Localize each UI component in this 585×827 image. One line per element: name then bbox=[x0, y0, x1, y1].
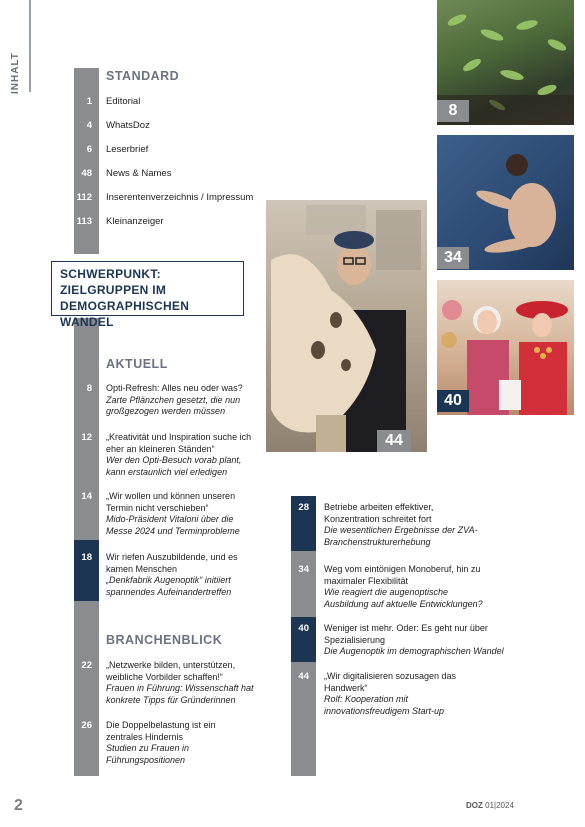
page-num: 6 bbox=[86, 144, 92, 155]
toc-item[interactable]: Leserbrief bbox=[106, 144, 149, 155]
photo-page-tag: 40 bbox=[437, 390, 469, 412]
toc-entry[interactable] bbox=[324, 564, 494, 610]
entry-subline: Wer den Opti-Besuch vorab plant, kann erstaunlich viel erledigen bbox=[106, 455, 242, 477]
toc-item[interactable]: Kleinanzeiger bbox=[106, 216, 164, 227]
entry-subline: Rolf: Kooperation mit innovationsfreudigem Start-up bbox=[324, 694, 445, 716]
aktuell-highlight-bar bbox=[74, 540, 99, 601]
entry-headline: „Wir digitalisieren sozusagen das Handwerk“ bbox=[324, 671, 457, 693]
brand-name: DOZ bbox=[466, 801, 483, 810]
toc-entry[interactable] bbox=[324, 671, 474, 717]
section-title-standard: STANDARD bbox=[106, 69, 180, 83]
footer-brand bbox=[466, 801, 514, 810]
photo-page-tag: 8 bbox=[437, 100, 469, 122]
entry-subline: Frauen in Führung: Wissenschaft hat konkrete Tipps für Gründerinnen bbox=[106, 683, 254, 705]
entry-headline: „Netzwerke bilden, unterstützen, weibliche Vorbilder schaffen!“ bbox=[106, 660, 236, 682]
entry-headline: „Kreativität und Inspiration suche ich eher an kleineren Ständen“ bbox=[106, 432, 252, 454]
side-label: INHALT bbox=[10, 52, 21, 94]
toc-entry[interactable] bbox=[106, 383, 261, 418]
page-num: 4 bbox=[86, 120, 92, 131]
entry-headline: Betriebe arbeiten effektiver, Konzentration schreitet fort bbox=[324, 502, 434, 524]
section-title-aktuell: AKTUELL bbox=[106, 357, 168, 371]
entry-headline: „Wir wollen und können unseren Termin nicht verschieben“ bbox=[106, 491, 236, 513]
page-num: 26 bbox=[81, 720, 92, 731]
woman-floor-photo[interactable] bbox=[437, 135, 574, 270]
photo-page-tag: 34 bbox=[437, 247, 469, 269]
focus-topic-title: SCHWERPUNKT: ZIELGRUPPEN IM DEMOGRAPHISCHEN WANDEL bbox=[60, 267, 190, 329]
issue-number: 01|2024 bbox=[485, 801, 514, 810]
right-bar-34 bbox=[291, 551, 316, 617]
page-num: 1 bbox=[86, 96, 92, 107]
page-number: 2 bbox=[14, 797, 23, 814]
entry-subline: „Denkfabrik Augenoptik“ initiiert spannendes Aufeinandertreffen bbox=[106, 575, 232, 597]
page-num: 8 bbox=[86, 383, 92, 394]
toc-entry[interactable] bbox=[324, 502, 484, 548]
entry-headline: Weg vom eintönigen Monoberuf, hin zu maximaler Flexibilität bbox=[324, 564, 481, 586]
page-num: 22 bbox=[81, 660, 92, 671]
entry-subline: Die Augenoptik im demographischen Wandel bbox=[324, 646, 504, 656]
entry-headline: Die Doppelbelastung ist ein zentrales Hindernis bbox=[106, 720, 216, 742]
page-num: 34 bbox=[298, 564, 309, 575]
focus-topic-box bbox=[51, 261, 244, 329]
page-num: 14 bbox=[81, 491, 92, 502]
page-num: 40 bbox=[298, 623, 309, 634]
toc-entry[interactable] bbox=[106, 491, 256, 537]
photo-page-tag: 44 bbox=[377, 430, 411, 452]
page-num: 112 bbox=[76, 192, 92, 203]
page-num: 12 bbox=[81, 432, 92, 443]
entry-headline: Weniger ist mehr. Oder: Es geht nur über Spezialisierung bbox=[324, 623, 488, 645]
toc-item[interactable]: Editorial bbox=[106, 96, 141, 107]
section-title-branchenblick: BRANCHENBLICK bbox=[106, 633, 223, 647]
page-num: 18 bbox=[81, 552, 92, 563]
entry-subline: Mido-Präsident Vitaloni über die Messe 2024 und Terminprobleme bbox=[106, 514, 240, 536]
page-num: 48 bbox=[81, 168, 92, 179]
toc-item[interactable]: Inserentenverzeichnis / Impressum bbox=[106, 192, 254, 203]
toc-entry[interactable] bbox=[106, 552, 256, 598]
seedlings-photo[interactable] bbox=[437, 0, 574, 125]
page-num: 28 bbox=[298, 502, 309, 513]
entry-subline: Die wesentlichen Ergebnisse der ZVA-Branchenstrukturerhebung bbox=[324, 525, 478, 547]
toc-entry[interactable] bbox=[106, 720, 246, 766]
entry-headline: Opti-Refresh: Alles neu oder was? bbox=[106, 383, 243, 393]
entry-headline: Wir riefen Auszubildende, und es kamen Menschen bbox=[106, 552, 238, 574]
toc-item[interactable]: News & Names bbox=[106, 168, 172, 179]
branchenblick-bar bbox=[74, 601, 99, 776]
toc-item[interactable]: WhatsDoz bbox=[106, 120, 150, 131]
page-num: 113 bbox=[76, 216, 92, 227]
toc-entry[interactable] bbox=[324, 623, 514, 658]
page-num: 44 bbox=[298, 671, 309, 682]
toc-entry[interactable] bbox=[106, 660, 261, 706]
entry-subline: Studien zu Frauen in Führungspositionen bbox=[106, 743, 190, 765]
aktuell-bar bbox=[74, 318, 99, 540]
entry-subline: Wie reagiert die augenoptische Ausbildung auf aktuelle Entwicklungen? bbox=[324, 587, 483, 609]
entry-subline: Zarte Pflänzchen gesetzt, die nun großgezogen werden müssen bbox=[106, 394, 241, 416]
craftsman-photo[interactable] bbox=[266, 200, 427, 452]
toc-entry[interactable] bbox=[106, 432, 256, 478]
two-women-photo[interactable] bbox=[437, 280, 574, 415]
craftsman-illustration bbox=[266, 200, 427, 452]
